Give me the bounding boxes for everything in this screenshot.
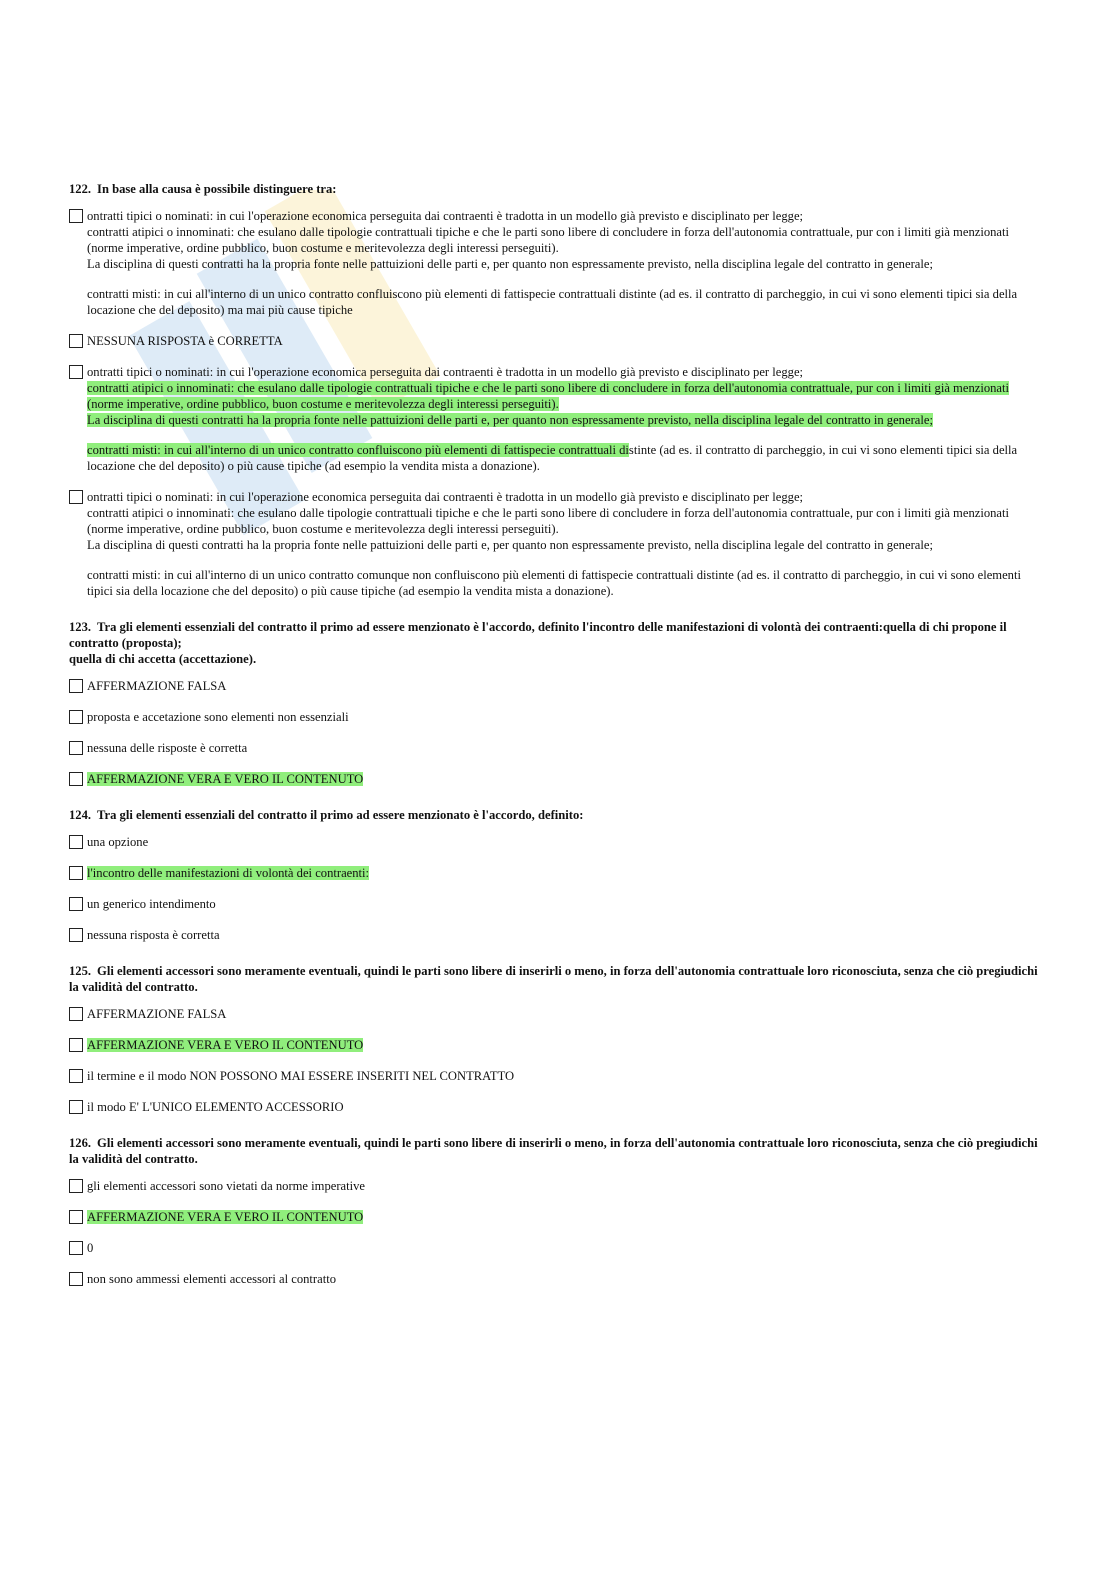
option-text: contratti misti: in cui all'interno di un unico contratto confluiscono più elementi di fattispecie contrattuali distinte (ad es. il contratto di parcheggio, in cui vi sono elementi tipici sia della locazione che del deposito) ma mai più cause tipiche	[87, 287, 1018, 317]
highlighted-text: AFFERMAZIONE VERA E VERO IL CONTENUTO	[87, 772, 364, 786]
question-title	[69, 181, 1039, 197]
option-text: proposta e accetazione sono elementi non essenziali	[87, 710, 349, 724]
highlighted-text: AFFERMAZIONE VERA E VERO IL CONTENUTO	[87, 1210, 364, 1224]
checkbox[interactable]	[69, 334, 83, 348]
highlighted-text: contratti misti: in cui all'interno di un unico contratto confluiscono più elementi di fattispecie contrattuali di	[87, 443, 629, 457]
highlighted-text: La disciplina di questi contratti ha la propria fonte nelle pattuizioni delle parti e, per quanto non espressamente previsto, nella disciplina legale del contratto in generale;	[87, 413, 933, 427]
checkbox[interactable]	[69, 1272, 83, 1286]
question-number: 122.	[69, 182, 92, 196]
option-text: NESSUNA RISPOSTA è CORRETTA	[87, 334, 283, 348]
answer-option[interactable]	[69, 834, 1039, 850]
question-title	[69, 963, 1039, 995]
option-text: un generico intendimento	[87, 897, 216, 911]
checkbox[interactable]	[69, 710, 83, 724]
answer-option-correct[interactable]	[69, 865, 1039, 881]
checkbox[interactable]	[69, 866, 83, 880]
checkbox[interactable]	[69, 679, 83, 693]
question-text: Tra gli elementi essenziali del contratto il primo ad essere menzionato è l'accordo, definito l'incontro delle manifestazioni di volontà dei contraenti:quella di chi propone il contratto (proposta);	[69, 620, 1007, 650]
checkbox[interactable]	[69, 1069, 83, 1083]
option-text: 0	[87, 1241, 94, 1255]
checkbox[interactable]	[69, 741, 83, 755]
question-text: Gli elementi accessori sono meramente eventuali, quindi le parti sono libere di inserirli o meno, in forza dell'autonomia contrattuale loro riconosciuta, senza che ciò pregiudichi la validità del contratto.	[69, 1136, 1038, 1166]
question-text: Gli elementi accessori sono meramente eventuali, quindi le parti sono libere di inserirli o meno, in forza dell'autonomia contrattuale loro riconosciuta, senza che ciò pregiudichi la validità del contratto.	[69, 964, 1038, 994]
option-text: contratti atipici o innominati: che esulano dalle tipologie contrattuali tipiche e che le parti sono libere di concludere in forza dell'autonomia contrattuale, pur con i limiti già menzionati (norme imperative, ordine pubblico, buon costume e meritevolezza degli interessi perseguiti).	[87, 506, 1010, 536]
checkbox[interactable]	[69, 835, 83, 849]
answer-option[interactable]	[69, 740, 1039, 756]
option-text: La disciplina di questi contratti ha la propria fonte nelle pattuizioni delle parti e, per quanto non espressamente previsto, nella disciplina legale del contratto in generale;	[87, 257, 933, 271]
question-122	[69, 181, 1039, 599]
checkbox[interactable]	[69, 1210, 83, 1224]
option-text: ontratti tipici o nominati: in cui l'operazione economica perseguita dai contraenti è tradotta in un modello già previsto e disciplinato per legge;	[87, 365, 804, 379]
answer-option[interactable]	[69, 1178, 1039, 1194]
answer-option-correct[interactable]	[69, 771, 1039, 787]
highlighted-text: l'incontro delle manifestazioni di volontà dei contraenti:	[87, 866, 370, 880]
answer-option[interactable]	[69, 1006, 1039, 1022]
option-text: il termine e il modo NON POSSONO MAI ESSERE INSERITI NEL CONTRATTO	[87, 1069, 515, 1083]
answer-option[interactable]	[69, 1099, 1039, 1115]
answer-option-correct[interactable]	[69, 364, 1039, 474]
answer-option[interactable]	[69, 1068, 1039, 1084]
option-text: nessuna delle risposte è corretta	[87, 741, 248, 755]
option-text: ontratti tipici o nominati: in cui l'operazione economica perseguita dai contraenti è tradotta in un modello già previsto e disciplinato per legge;	[87, 490, 804, 504]
answer-option[interactable]	[69, 1240, 1039, 1256]
question-text: Tra gli elementi essenziali del contratto il primo ad essere menzionato è l'accordo, definito:	[97, 808, 584, 822]
question-123	[69, 619, 1039, 787]
answer-option-correct[interactable]	[69, 1037, 1039, 1053]
checkbox[interactable]	[69, 1241, 83, 1255]
checkbox[interactable]	[69, 928, 83, 942]
checkbox[interactable]	[69, 1100, 83, 1114]
checkbox[interactable]	[69, 1179, 83, 1193]
option-text: non sono ammessi elementi accessori al contratto	[87, 1272, 337, 1286]
question-number: 125.	[69, 964, 92, 978]
answer-option[interactable]	[69, 678, 1039, 694]
option-text: una opzione	[87, 835, 149, 849]
answer-option[interactable]	[69, 333, 1039, 349]
questions-list	[69, 181, 1039, 1307]
option-text: ontratti tipici o nominati: in cui l'operazione economica perseguita dai contraenti è tradotta in un modello già previsto e disciplinato per legge;	[87, 209, 804, 223]
option-text: gli elementi accessori sono vietati da norme imperative	[87, 1179, 366, 1193]
option-text: contratti atipici o innominati: che esulano dalle tipologie contrattuali tipiche e che le parti sono libere di concludere in forza dell'autonomia contrattuale, pur con i limiti già menzionati (norme imperative, ordine pubblico, buon costume e meritevolezza degli interessi perseguiti).	[87, 225, 1010, 255]
highlighted-text: AFFERMAZIONE VERA E VERO IL CONTENUTO	[87, 1038, 364, 1052]
question-124	[69, 807, 1039, 943]
checkbox[interactable]	[69, 365, 83, 379]
question-text: In base alla causa è possibile distinguere tra:	[97, 182, 337, 196]
option-text: AFFERMAZIONE FALSA	[87, 1007, 227, 1021]
answer-option[interactable]	[69, 208, 1039, 318]
checkbox[interactable]	[69, 209, 83, 223]
question-text: quella di chi accetta (accettazione).	[69, 652, 257, 666]
question-number: 126.	[69, 1136, 92, 1150]
question-title	[69, 807, 1039, 823]
question-125	[69, 963, 1039, 1115]
option-text: AFFERMAZIONE FALSA	[87, 679, 227, 693]
question-title	[69, 1135, 1039, 1167]
checkbox[interactable]	[69, 772, 83, 786]
question-number: 124.	[69, 808, 92, 822]
answer-option[interactable]	[69, 489, 1039, 599]
option-text: nessuna risposta è corretta	[87, 928, 220, 942]
question-title	[69, 619, 1039, 667]
checkbox[interactable]	[69, 1007, 83, 1021]
question-number: 123.	[69, 620, 92, 634]
answer-option[interactable]	[69, 927, 1039, 943]
option-text: il modo E' L'UNICO ELEMENTO ACCESSORIO	[87, 1100, 344, 1114]
answer-option[interactable]	[69, 896, 1039, 912]
option-text: contratti misti: in cui all'interno di un unico contratto comunque non confluiscono più elementi di fattispecie contrattuali distinte (ad es. il contratto di parcheggio, in cui vi sono elementi tipici sia della locazione che del deposito) o più cause tipiche (ad esempio la vendita mista a donazione).	[87, 568, 1021, 598]
highlighted-text: contratti atipici o innominati: che esulano dalle tipologie contrattuali tipiche e che le parti sono libere di concludere in forza dell'autonomia contrattuale, pur con i limiti già menzionati (norme imperative, ordine pubblico, buon costume e meritevolezza degli interessi perseguiti).	[87, 381, 1010, 411]
question-126	[69, 1135, 1039, 1287]
answer-option-correct[interactable]	[69, 1209, 1039, 1225]
checkbox[interactable]	[69, 897, 83, 911]
answer-option[interactable]	[69, 709, 1039, 725]
checkbox[interactable]	[69, 1038, 83, 1052]
answer-option[interactable]	[69, 1271, 1039, 1287]
checkbox[interactable]	[69, 490, 83, 504]
option-text: La disciplina di questi contratti ha la propria fonte nelle pattuizioni delle parti e, per quanto non espressamente previsto, nella disciplina legale del contratto in generale;	[87, 538, 933, 552]
option-text: stinte (ad es. il contratto di parcheggio, in cui vi sono elementi tipici sia della locazione che del deposito) o più cause tipiche (ad esempio la vendita mista a donazione).	[87, 443, 1018, 473]
